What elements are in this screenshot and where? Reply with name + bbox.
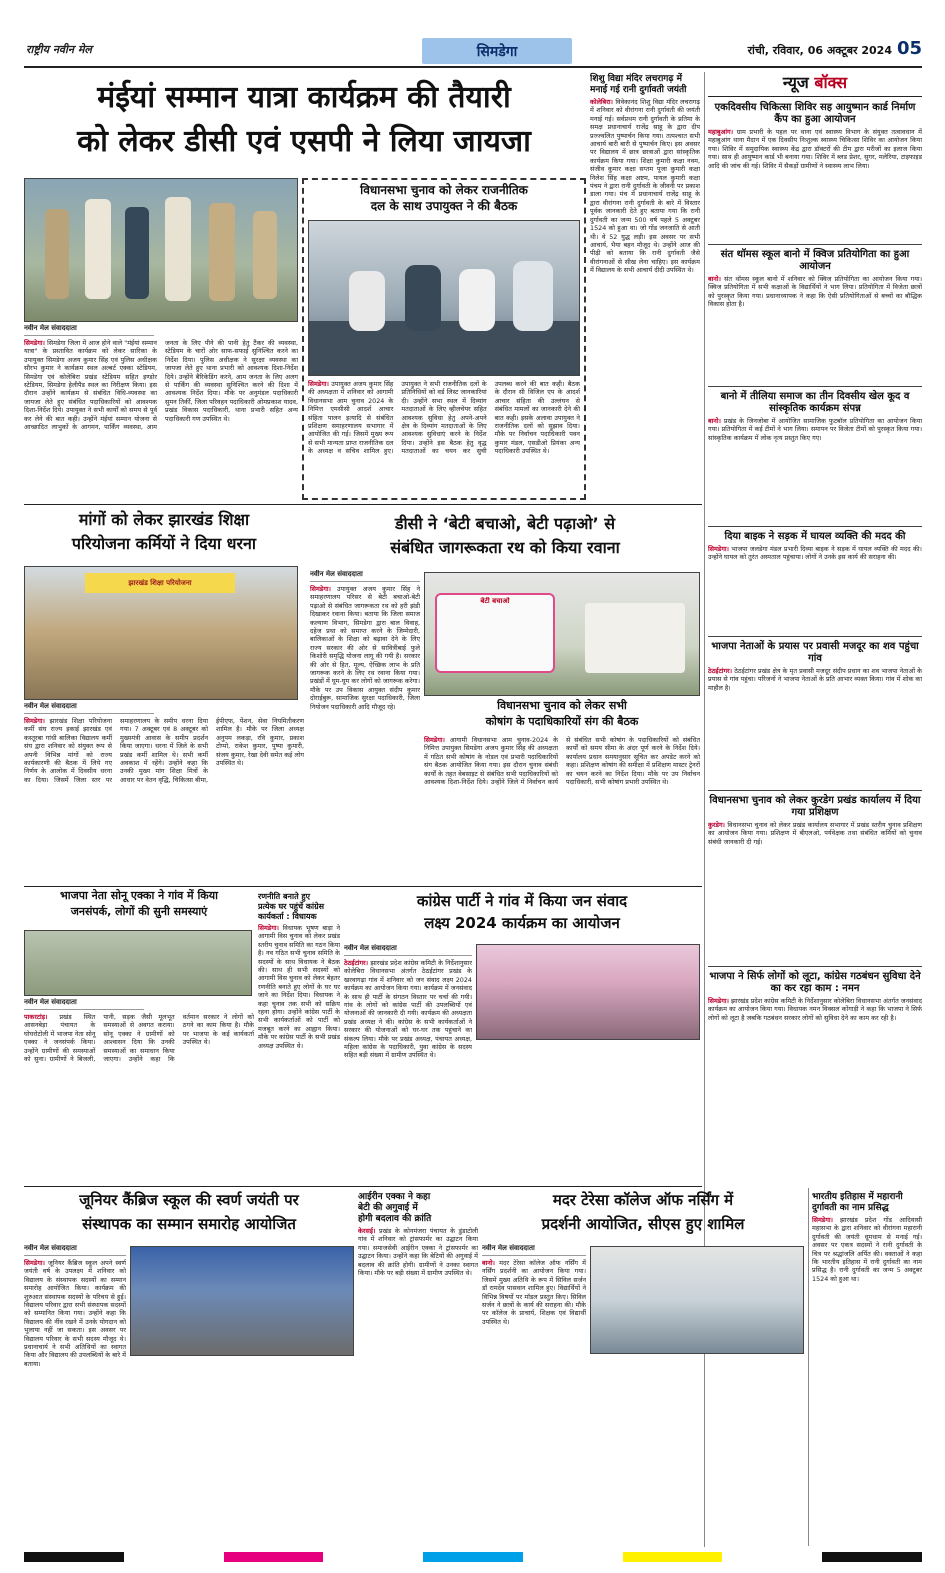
news-item-dateline: सिमडेगा।	[708, 545, 729, 553]
cambridge-byline: नवीन मेल संवाददाता	[24, 1244, 126, 1256]
cambridge-headline-line1: जूनियर कैंब्रिज स्कूल की स्वर्ण जयंती पर	[79, 1191, 299, 1209]
meeting-photo	[308, 220, 580, 376]
dharna-text: झारखंड शिक्षा परियोजना कर्मी संघ राज्य इकाई झारखंड एवं कस्तूरबा गांधी बालिका विद्यालय कर्मी संघ द्वारा शनिवार को संयुक्त रूप से अपनी विभिन्न मांगों को राज्य कार्यकारणी की बैठक में लिये गए निर्णय के आलोक में दिवसीय धरना का दिया। जिसमें जिला स्तर पर समाहरणालय के समीप धरना दिया गया। 7 अक्टूबर एवं 8 अक्टूबर को मुख्यमंत्री आवास के समीप प्रदर्शन किया जाएगा। धरना में जिले के सभी प्रखंड कर्मी शामिल थे। सभी कर्मी अवकाश में रहेंगे। उन्होंने कहा कि उनकी मुख्य मांग शिक्षा मित्रों के आधार पर वेतन वृद्धि, चिकित्सा बीमा, ईपीएफ, पेंशन, सेवा नियमितीकरण शामिल है। मौके पर जिला अध्यक्ष अनुपम लकड़ा, रवि कुमार, प्रकाश टोप्पो, राकेश कुमार, पुष्पा कुमारी, संजय कुमार, रेखा देवी समेत कई लोग उपस्थित थे।	[24, 717, 304, 784]
page-number: 05	[896, 38, 922, 59]
jansamvad-headline-line1: कांग्रेस पार्टी ने गांव में किया जन संवाद	[416, 892, 628, 910]
news-item-dateline: बानो।	[708, 275, 721, 283]
lead-headline-line1: मंईयां सम्मान यात्रा कार्यक्रम की तैयारी	[97, 80, 511, 115]
jansamvad-headline	[344, 890, 700, 940]
registration-strip	[24, 1552, 922, 1562]
teresa-headline-line1: मदर टेरेसा कॉलेज ऑफ नर्सिंग में	[552, 1191, 734, 1209]
lead-headline	[24, 76, 584, 176]
rath-dateline: सिमडेगा।	[310, 585, 331, 593]
cambridge-text: जूनियर कैंब्रिज स्कूल अपने स्वर्ण जयंती वर्ष के उपलक्ष्य में शनिवार को विद्यालय के संस्थापक सदस्यों का सम्मान समारोह आयोजित किया। कार्यक्रम की शुरुआत संस्थापक सदस्यों के परिचय से हुई। विद्यालय परिवार द्वारा सभी संस्थापक सदस्यों को सम्मानित किया गया। उन्होंने कहा कि विद्यालय की नींव रखने में उनके योगदान को भुलाया नहीं जा सकता। इस अवसर पर विद्यालय परिवार के सभी सदस्य मौजूद थे। प्रधानाचार्य ने सभी अतिथियों का स्वागत किया और विद्यालय की उपलब्धियों के बारे में बताया।	[24, 1259, 126, 1368]
news-item-text: भाजपा जलडेगा मंडल प्रभारी दिव्या बाइक ने सड़क में घायल व्यक्ति की मदद की। उन्होंने घायल को तुरंत अस्पताल पहुंचाया। लोगों ने उनके इस कार्य की सराहना की।	[708, 545, 922, 562]
news-item-text: झारखंड प्रदेश कांग्रेस कमिटी के निर्देशानुसार कोलेबिरा विधानसभा अंतर्गत जनसंवाद कार्यक्रम का आयोजन किया गया। विधायक नमन विक्सल कोंगाड़ी ने कहा कि भाजपा ने सिर्फ लोगों को लूटा है जबकि गठबंधन सरकार लोगों को सुविधा देने का काम कर रही है।	[708, 997, 922, 1022]
dharna-headline-line1: मांगों को लेकर झारखंड शिक्षा	[78, 510, 250, 529]
teresa-headline	[482, 1188, 804, 1240]
news-item	[708, 100, 922, 244]
jansamvad-byline: नवीन मेल संवाददाता	[344, 944, 472, 956]
news-item-headline: दिया बाइक ने सड़क में घायल व्यक्ति की मदद की	[724, 531, 906, 542]
ranneeti-body	[258, 924, 340, 1174]
news-item-dateline: सिमडेगा।	[708, 997, 729, 1005]
rani-dateline: सिमडेगा।	[812, 1216, 833, 1224]
lead-dateline: सिमडेगा।	[24, 339, 45, 347]
ranneeti-dateline: सिमडेगा।	[258, 924, 279, 932]
meeting-headline-line2: दल के साथ उपायुक्त ने की बैठक	[370, 199, 518, 213]
ranneeti-text: विधायक भूषण बाड़ा ने आगामी विस चुनाव को लेकर प्रखंड स्तरीय चुनाव समिति का गठन किया है। नव गठित सभी चुनाव समिति के सदस्यों के साथ विधायक ने बैठक की। साथ ही सभी सदस्यों को आगामी विस चुनाव को लेकर बेहतर रणनीति बनाते हुए लोगों के घर घर जाने का निर्देश दिया। विधायक ने कहा चुनाव तक सभी को सक्रिय रहना होगा। उन्होंने कांग्रेस पार्टी के सभी कार्यकर्ताओं को पार्टी को मजबूत करने का आह्वान किया। मौके पर कांग्रेस पार्टी के सभी प्रखंड अध्यक्ष उपस्थित थे।	[258, 924, 340, 1050]
ranneeti-headline-line2: प्रत्येक घर पहुंचें कांग्रेस	[258, 902, 325, 911]
rath-article	[310, 570, 420, 884]
rani-headline: भारतीय इतिहास में महारानी दुर्गावती का नाम प्रसिद्ध	[812, 1192, 903, 1213]
news-item	[708, 636, 922, 790]
news-box-title	[708, 72, 922, 94]
koshang-dateline: सिमडेगा।	[424, 736, 445, 744]
news-item-headline: बानो में तीलिया समाज का तीन दिवसीय खेल कूद व सांस्कृतिक कार्यक्रम संपन्न	[720, 391, 910, 414]
teresa-body-cont	[590, 1358, 804, 1546]
news-item-body	[708, 667, 922, 692]
teresa-byline: नवीन मेल संवाददाता	[482, 1244, 586, 1256]
news-item-dateline: महाबुआंग।	[708, 128, 734, 136]
news-item-body	[708, 997, 922, 1022]
jansamvad-headline-line2: लक्ष्य 2024 कार्यक्रम का आयोजन	[424, 914, 620, 932]
rani-text: झारखंड प्रदेश गोंड आदिवासी महासभा के द्वारा शनिवार को वीरांगना महारानी दुर्गावती की जयंती धूमधाम से मनाई गई। अवसर पर एकत्र सदस्यों ने रानी दुर्गावती के चित्र पर श्रद्धांजलि अर्पित की। वक्ताओं ने कहा कि भारतीय इतिहास में रानी दुर्गावती का नाम प्रसिद्ध है। रानी दुर्गावती का जन्म 5 अक्टूबर 1524 को हुआ था।	[812, 1216, 922, 1283]
rani-body	[812, 1216, 922, 1532]
cambridge-headline-line2: संस्थापक का सम्मान समारोह आयोजित	[82, 1215, 296, 1233]
news-item-body	[708, 417, 922, 442]
jansamvad-photo	[476, 944, 700, 1040]
teresa-dateline: बानो।	[482, 1259, 495, 1267]
ranneeti-article	[258, 890, 340, 1184]
news-box-title-a: न्यूज	[782, 73, 815, 92]
ranneeti-headline	[258, 892, 340, 922]
ranneeti-headline-line3: कार्यकर्ता : विधायक	[258, 912, 317, 921]
news-item	[708, 790, 922, 966]
news-item-dateline: बानो।	[708, 417, 721, 425]
sonu-text: प्रखंड स्थित आसनबेड़ा पंचायत के घोघरोटोली में भाजपा नेता सोनू एक्का ने जनसंपर्क किया। उन्होंने ग्रामीणों की समस्याओं को सुना। ग्रामीणों ने बिजली, पानी, सड़क जैसी मूलभूत समस्याओं से अवगत कराया। सोनू एक्का ने ग्रामीणों को आश्वासन दिया कि उनकी समस्याओं का समाधान किया जाएगा। उन्होंने कहा कि वर्तमान सरकार ने लोगों को ठगने का काम किया है। मौके पर भाजपा के कई कार्यकर्ता उपस्थित थे।	[24, 1013, 254, 1064]
section-rule	[24, 1186, 702, 1187]
sonu-body	[24, 1013, 254, 1183]
news-item-text: ग्राम प्रभारी के पहल पर थाना एवं स्वास्थ्य विभाग के संयुक्त तत्वावधान में महाबुआंग थाना मैदान में एक दिवसीय निःशुल्क स्वास्थ्य चिकित्सा शिविर का आयोजन किया गया। शिविर में समुदायिक स्वास्थ्य केंद्र द्वारा डॉक्टरों की टीम द्वारा मरीजों का इलाज किया गया। साथ ही आयुष्मान कार्ड भी बनाया गया। शिविर में ब्लड प्रेशर, सुगर, मलेरिया, टाइफाइड आदि की जांच की गई। शिविर में सैकड़ों ग्रामीणों ने स्वास्थ्य लाभ लिया।	[708, 128, 922, 170]
meeting-dateline: सिमडेगा।	[308, 380, 329, 388]
teresa-body	[482, 1259, 586, 1545]
news-item	[708, 526, 922, 636]
meeting-headline-line1: विधानसभा चुनाव को लेकर राजनीतिक	[360, 183, 528, 197]
news-item-body	[708, 545, 922, 562]
news-item-headline: संत थॉमस स्कूल बानो में क्विज प्रतियोगिता का हुआ आयोजन	[720, 249, 910, 272]
dharna-banner: झारखंड शिक्षा परियोजना	[85, 573, 235, 593]
shishu-dateline: कोलेबिरा।	[590, 98, 613, 106]
sonu-headline-line2: जनसंपर्क, लोगों की सुनी समस्याएं	[70, 905, 208, 918]
shishu-headline: शिशु विद्या मंदिर लचरागढ़ में मनाई गई रानी दुर्गावती जयंती	[590, 74, 687, 95]
ekka-body	[358, 1227, 478, 1543]
dharna-dateline: सिमडेगा।	[24, 717, 45, 725]
cambridge-body-cont	[130, 1360, 354, 1546]
news-box	[708, 72, 922, 1182]
teresa-headline-line2: प्रदर्शनी आयोजित, सीएस हुए शामिल	[541, 1215, 745, 1233]
news-item-body	[708, 128, 922, 170]
sonu-byline: नवीन मेल संवाददाता	[24, 998, 144, 1010]
cambridge-body	[24, 1259, 126, 1545]
meeting-body	[308, 380, 580, 496]
shishu-text: विवेकानंद शिशु विद्या मंदिर लचरागढ़ में शनिवार को वीरांगना रानी दुर्गावती की जयंती मनाई गई। सर्वप्रथम रानी दुर्गावती के प्रतिमा के समक्ष प्रधानाचार्य राजेंद्र साहू के द्वारा दीप प्रज्ज्वलित पुष्पार्चन किया गया। तत्पश्चात सभी आचार्य बारी बारी से पुष्पार्चन किए। इस अवसर पर विद्यालय में छात्र छात्राओं द्वारा सांस्कृतिक कार्यक्रम किया गया। शिक्षा कुमारी कक्षा नवम, संजीव कुमार कक्षा सप्तम पूजा कुमारी कक्षा निलेश सिंह कक्षा अष्टम, पायल कुमारी कक्षा पंचम ने द्वारा रानी दुर्गावती के जीवनी पर प्रकाश डाला गया। मंच में प्रधानाचार्य राजेंद्र साहू के द्वारा वीरांगना रानी दुर्गावती के बारे में विस्तार पूर्वक जानकारी देते हुए बताया गया कि रानी दुर्गावती का जन्म 500 वर्ष पहले 5 अक्टूबर 1524 को हुआ था। जो गोंड जनजाति से आती थी। वे 52 युद्ध लड़ी। इस अवसर पर सभी आचार्य, भैया बहन मौजूद थे। उन्होंने आज की पीढ़ी को बताया कि रानी दुर्गावती जैसे वीरांगनाओं से सीख लेना चाहिए। इस कार्यक्रम में विद्यालय के सभी आचार्य दीदी उपस्थित थे।	[590, 98, 700, 275]
news-box-items	[708, 100, 922, 1180]
meeting-text: उपायुक्त अजय कुमार सिंह की अध्यक्षता में शनिवार को आगामी विधानसभा आम चुनाव 2024 के निमित्त एमसीसी आदर्श आचार संहिता पालन इत्यादि से संबंधित प्रशिक्षण समाहरणालय सभागार में आयोजित की गई। जिसमें मुख्य रूप से सभी मान्यता प्राप्त राजनीतिक दल के अध्यक्ष व सचिव शामिल हुए। उपायुक्त ने सभी राजनीतिक दलों के प्रतिनिधियों को वर्ड लिस्ट जानकारियां दी। उन्होंने सभा स्थल में दिव्यांग मतदाताओं के लिए व्हीलचेयर सहित आवश्यक सुविधा हेतु अपने-अपने क्षेत्र के दिव्यांग मतदाताओं के लिए आवश्यक सुविधाएं करने के निर्देश दिया। उन्होंने इस बैठक हेतु वृद्ध मतदाताओं का चयन कर सुची उपलब्ध करने की बात कही। बैठक के दौरान सी विजिल एप के आदर्श आचार संहिता की उल्लंघन से संबंधित मामलों का जानकारी देने की बात कही। इसके अलावा उपायुक्त ने राजनीतिक दलों को सुझाव दिया। मौके पर निर्वाचन पदाधिकारी पवन कुमार मंडल, एसडीओ प्रियंका अन्य पदाधिकारी उपस्थित थे।	[308, 380, 580, 456]
dharna-article	[24, 702, 304, 884]
dharna-byline: नवीन मेल संवाददाता	[24, 702, 154, 714]
ranneeti-headline-line1: रणनीति बनाते हुए	[258, 892, 311, 901]
rath-headline	[310, 512, 700, 566]
ekka-article	[358, 1190, 478, 1546]
rath-photo	[424, 572, 700, 696]
news-item-headline: भाजपा ने सिर्फ लोगों को लूटा, कांग्रेस गठबंधन सुविधा देने का कर रहा काम : नमन	[709, 971, 921, 994]
shishu-article	[590, 72, 700, 500]
jansamvad-body-cont	[476, 1044, 700, 1184]
ekka-text: प्रखंड के कोनमंजरा पंचायत के डुंडाटोली गांव में शनिवार को ट्रांसफार्मर का उद्घाटन किया गया। समाजसेवी आईरीन एक्का ने ट्रांसफार्मर का उद्घाटन किया। उन्होंने कहा कि बेटियों की अगुवाई में बदलाव की क्रांति होगी। ग्रामीणों ने उनका स्वागत किया। मौके पर बड़ी संख्या में ग्रामीण उपस्थित थे।	[358, 1227, 478, 1278]
cambridge-dateline: सिमडेगा।	[24, 1259, 45, 1267]
teresa-text: मदर टेरेसा कॉलेज ऑफ नर्सिंग में नर्सिंग प्रदर्शनी का आयोजन किया गया। जिसमें मुख्य अतिथि के रूप में सिविल सर्जन डॉ रामदेव पासवान शामिल हुए। विद्यार्थियों ने विभिन्न विषयों पर मॉडल प्रस्तुत किए। सिविल सर्जन ने छात्रों के कार्य की सराहना की। मौके पर कॉलेज के प्राचार्य, शिक्षक एवं विद्यार्थी उपस्थित थे।	[482, 1259, 586, 1326]
news-item-dateline: ठेठईटांगर।	[708, 667, 733, 675]
news-item-dateline: कुरडेग।	[708, 821, 725, 829]
brand-logo: राष्ट्रीय नवीन मेल	[26, 43, 92, 56]
section-name: सिमडेगा	[476, 44, 518, 60]
koshang-headline	[424, 698, 700, 734]
jansamvad-dateline: ठेठईटांगर।	[344, 959, 369, 967]
koshang-headline-line1: विधानसभा चुनाव को लेकर सभी	[497, 699, 627, 712]
rath-headline-line1: डीसी ने ‘बेटी बचाओ, बेटी पढ़ाओ’ से	[394, 514, 616, 533]
news-box-rule	[708, 96, 922, 97]
sonu-dateline: पाकरटांड़।	[24, 1013, 48, 1021]
lead-photo	[24, 178, 298, 322]
news-item	[708, 386, 922, 526]
lead-article	[24, 324, 298, 500]
news-item	[708, 966, 922, 1166]
rath-text: उपायुक्त अजय कुमार सिंह ने समाहरणालय परिसर से बेटी बचाओ-बेटी पढ़ाओ से संबंधित जागरूकता रथ को हरी झंडी दिखाकर रवाना किया। बताया कि जिला समाज कल्याण विभाग, सिमडेगा द्वारा बाल विवाह, दहेज प्रथा को समाप्त करने के जिम्मेदारी, बालिकाओं के शिक्षा को बढ़ावा देने के लिए राज्य सरकार की ओर से सावित्रीबाई फुले किशोरी समृद्धि योजना लागू की गयी है। सरकार की ओर से हित, मूल्य, ऐच्छिक लाभ के प्रति जागरूक करने के लिए रथ रवाना किया गया। प्रखंडों में घूम-घूम कर लोगों को जागरूक करेगा। मौके पर उप विकास आयुक्त संदीप कुमार दोराईबुरू, सामाजिक सुरक्षा पदाधिकारी, जिला नियोजन पदाधिकारी आदि मौजूद रहे।	[310, 585, 420, 711]
koshang-body	[424, 736, 700, 884]
news-item-headline: विधानसभा चुनाव को लेकर कुरडेग प्रखंड कार्यालय में दिया गया प्रशिक्षण	[709, 795, 921, 818]
koshang-headline-line2: कोषांग के पदाधिकारियों संग की बैठक	[485, 715, 639, 728]
sonu-article	[24, 998, 254, 1184]
lead-body	[24, 339, 298, 499]
section-rule	[24, 504, 702, 505]
lead-byline: नवीन मेल संवाददाता	[24, 324, 154, 336]
rath-headline-line2: संबंधित जागरूकता रथ को किया रवाना	[390, 538, 620, 557]
teresa-article	[482, 1244, 586, 1546]
teresa-photo	[590, 1246, 804, 1354]
dateline: रांची, रविवार, 06 अक्टूबर 2024	[747, 44, 892, 57]
news-item-text: प्रखंड के जिनजोबा में आयोजित सामाजिक फुटबॉल प्रतियोगिता का आयोजन किया गया। प्रतियोगिता में कई टीमों ने भाग लिया। समापन पर विजेता टीमों को पुरस्कृत किया गया। सांस्कृतिक कार्यक्रम में लोक नृत्य प्रस्तुत किए गए।	[708, 417, 922, 442]
rath-byline: नवीन मेल संवाददाता	[310, 570, 420, 582]
news-item-body	[708, 275, 922, 309]
news-item-text: विधानसभा चुनाव को लेकर प्रखंड कार्यालय सभागार में प्रखंड स्तरीय चुनाव प्रशिक्षण का आयोजन किया गया। प्रशिक्षण में बीएलओ, पर्यवेक्षक तथा संबंधित कर्मियों को चुनाव संबंधी जानकारी दी गई।	[708, 821, 922, 846]
cambridge-article	[24, 1244, 126, 1546]
ekka-headline-line2: बेटी की अगुवाई में	[358, 1203, 418, 1213]
news-item-text: संत थॉमस स्कूल बानो में शनिवार को क्विज प्रतियोगिता का आयोजन किया गया। क्विज प्रतियोगिता में सभी कक्षाओं के विद्यार्थियों ने भाग लिया। प्रतियोगिता में विजेता छात्रों को पुरस्कृत किया गया। प्रधानाध्यापक ने कहा कि ऐसी प्रतियोगिताओं से बच्चों का बौद्धिक विकास होता है।	[708, 275, 922, 309]
sonu-photo	[24, 930, 252, 996]
masthead	[0, 0, 945, 72]
ekka-headline-line3: होगी बदलाव की क्रांति	[358, 1214, 432, 1224]
sonu-headline	[24, 888, 254, 932]
jansamvad-article	[344, 944, 472, 1184]
news-item-headline: एकदिवसीय चिकित्सा शिविर सह आयुष्मान कार्ड निर्माण कैंप का हुआ आयोजन	[714, 102, 916, 125]
rath-body	[310, 585, 420, 883]
lead-text: सिमडेगा जिला में आज होने वाले "मंईयां सम्मान यात्रा" के प्रस्तावित कार्यक्रम को लेकर सारिका के उपायुक्त सिमडेगा अजय कुमार सिंह एवं पुलिस अधीक्षक सौरभ कुमार ने कार्यक्रम स्थल अल्बर्ट एक्का स्टेडियम, सिमडेगा एवं कोलेबिरा प्रखंड स्टेडियम सहित इण्डोर स्टेडियम, सिमडेगा हेलीपैड स्थल का निरीक्षण किया। इस दौरान उन्होंने कार्यक्रम से संबंधित विधि-व्यवस्था का जायजा लेते हुए संबंधित पदाधिकारियों को आवश्यक दिशा-निर्देश दिये। उपायुक्त ने सभी कार्यों को समय से पूर्व कर लेने की बात कही। उन्होंने मंईयां सम्मान योजना से आच्छादित लाभुकों के आगमन, पार्किंग व्यवस्था, आम जनता के लिए पीने की पानी हेतु टैंकर की व्यवस्था, स्टेडियम के चारों ओर साफ-सफाई सुनिश्चित करने का निर्देश दिया। पुलिस अधीक्षक ने सुरक्षा व्यवस्था का जायजा लेते हुए थाना प्रभारी को आवश्यक दिशा-निर्देश दिये। उन्होंने बैरिकेडिंग करने, आम जनता के लिए अलग से पार्किंग की व्यवस्था सुनिश्चित करने की दिशा में आवश्यक निर्देश दिया। मौके पर अनुमंडल पदाधिकारी सुमन तिर्की, जिला परिवहन पदाधिकारी ओमप्रकाश यादव, प्रखंड विकास पदाधिकारी, थाना प्रभारी सहित अन्य पदाधिकारी गण उपस्थित थे।	[24, 339, 298, 432]
cambridge-photo	[130, 1246, 354, 1356]
ekka-dateline: केरसई।	[358, 1227, 376, 1235]
koshang-text: आगामी विधानसभा आम चुनाव-2024 के निमित्त उपायुक्त सिमडेगा अजय कुमार सिंह की अध्यक्षता में गठित सभी कोषांग के नोडल एवं प्रभारी पदाधिकारियों संग बैठक आयोजित किया गया। इस दौरान चुनाव संबंधी कार्यों के तहत वेबसाइट से संबंधित सभी पदाधिकारियों को आवश्यक दिशा-निर्देश दिये। उन्होंने जिले में निर्वाचन कार्य से संबंधित सभी कोषांग के पदाधिकारियों को संबंधित कार्यों को समय सीमा के अंदर पूर्ण करने के निर्देश दिये। कार्यालय प्रधान समयानुसार सूचित कर अपडेट करने को कहा। प्रशिक्षण कोषांग की समीक्षा में प्रशिक्षण मास्टर ट्रेनरों का चयन करने का निर्देश दिया। मौके पर उप निर्वाचन पदाधिकारी, सभी कोषांग प्रभारी उपस्थित थे।	[424, 736, 700, 787]
masthead-rule	[24, 66, 922, 68]
meeting-headline	[310, 182, 578, 222]
dharna-body	[24, 717, 304, 883]
column-rule	[808, 1188, 809, 1546]
section-rule	[24, 886, 702, 887]
jansamvad-body	[344, 959, 472, 1183]
dharna-photo	[24, 566, 298, 700]
sonu-headline-line1: भाजपा नेता सोनू एक्का ने गांव में किया	[59, 889, 218, 902]
shishu-body	[590, 98, 700, 470]
cambridge-headline	[24, 1188, 354, 1240]
news-box-title-b: बॉक्स	[814, 73, 848, 92]
news-item-text: ठेठईटांगर प्रखंड क्षेत्र के मृत प्रवासी मजदूर संदीप प्रधान का शव भाजपा नेताओं के प्रयास से गांव पहुंचा। परिजनों ने भाजपा नेताओं के प्रति आभार व्यक्त किया। गांव में शोक का माहौल है।	[708, 667, 922, 692]
jansamvad-text: झारखंड प्रदेश कांग्रेस कमिटी के निर्देशानुसार कोलेबिरा विधानसभा अंतर्गत ठेठईटांगर प्रखंड के खरवागढ़ा गांव में शनिवार को जन संवाद लक्ष्य 2024 कार्यक्रम का आयोजन किया गया। कार्यक्रम में जनसंवाद के साथ ही पार्टी के संगठन विस्तार पर चर्चा की गयी। गांव के लोगों को कांग्रेस पार्टी की उपलब्धियों एवं योजनाओं की जानकारी दी गयी। कार्यक्रम की अध्यक्षता प्रखंड अध्यक्ष ने की। कांग्रेस के सभी कार्यकर्ताओं ने सरकार की योजनाओं को घर-घर तक पहुंचाने का संकल्प लिया। मौके पर प्रखंड अध्यक्ष, पंचायत अध्यक्ष, महिला कांग्रेस के पदाधिकारी, युवा कांग्रेस के सदस्य सहित बड़ी संख्या में ग्रामीण उपस्थित थे।	[344, 959, 472, 1060]
meeting-box	[302, 178, 586, 500]
lead-headline-line2: को लेकर डीसी एवं एसपी ने लिया जायजा	[77, 124, 531, 159]
dharna-headline	[24, 508, 304, 564]
rani-article	[812, 1190, 922, 1546]
news-item-body	[708, 821, 922, 846]
news-item	[708, 244, 922, 386]
ekka-headline-line1: आईरीन एक्का ने कहा	[358, 1192, 431, 1202]
ekka-headline	[358, 1192, 478, 1225]
news-item-headline: भाजपा नेताओं के प्रयास पर प्रवासी मजदूर का शव पहुंचा गांव	[711, 641, 919, 664]
dharna-headline-line2: परियोजना कर्मियों ने दिया धरना	[71, 534, 257, 553]
rath-vehicle-label: बेटी बचाओ	[480, 597, 510, 605]
